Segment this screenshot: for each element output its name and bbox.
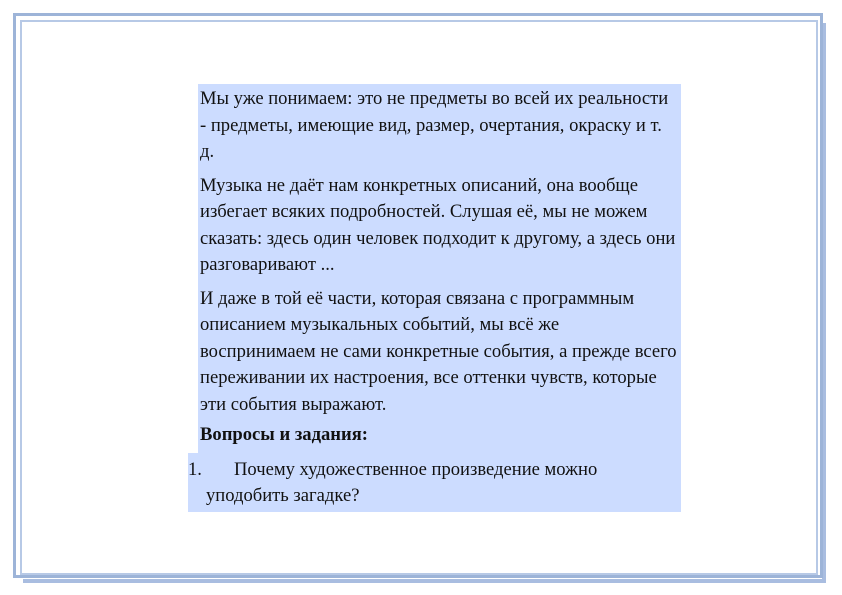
paragraph-2: Музыка не даёт нам конкретных описаний, она вообще избегает всяких подробностей. Слушая её, мы не можем сказать: здесь один человек подходит к другому, а здесь они разговаривают ... <box>198 171 681 281</box>
questions-heading: Вопросы и задания: <box>198 420 681 453</box>
text-box <box>188 84 681 512</box>
question-text-line2: уподобить загадке? <box>206 485 360 506</box>
question-number: 1. <box>188 458 202 480</box>
paragraph-1: Мы уже понимаем: это не предметы во всей их реальности - предметы, имеющие вид, размер, очертания, окраску и т. д. <box>198 84 681 168</box>
question-item <box>188 453 681 512</box>
question-text-line1: Почему художественное произведение можно <box>234 458 598 480</box>
paragraph-3: И даже в той её части, которая связана с программным описанием музыкальных событий, мы всё же воспринимаем не сами конкретные события, а прежде всего переживании их настроения, все оттенки чувств, которые эти события выражают. <box>198 284 681 421</box>
